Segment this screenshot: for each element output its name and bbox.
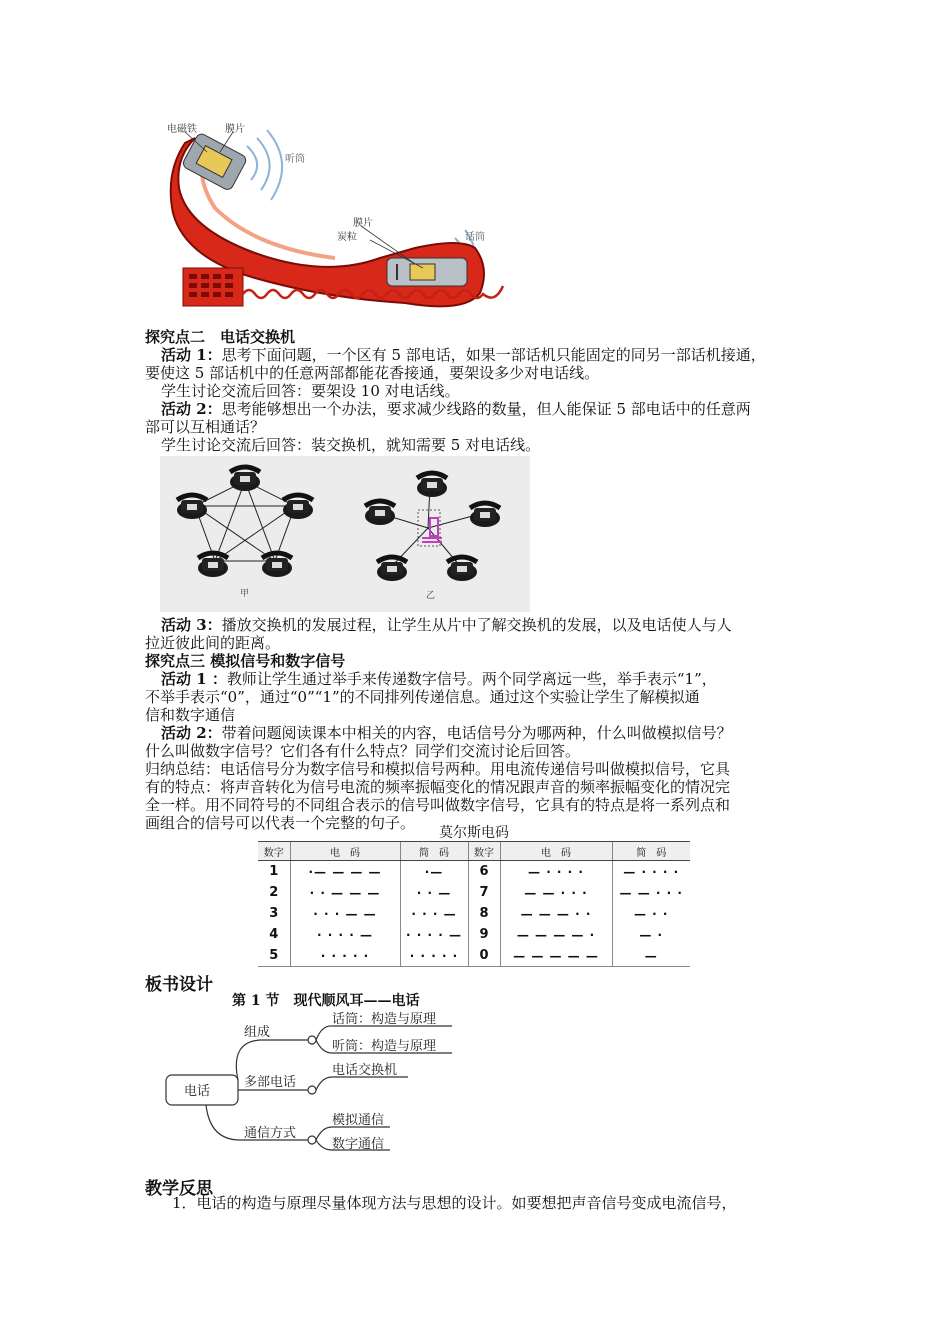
morse-digit: 2: [269, 885, 279, 900]
label-mouthpiece: 话筒: [465, 232, 485, 243]
morse-short: · · · · ·: [400, 945, 468, 967]
morse-digit: 1: [269, 864, 279, 879]
mind-branch-comm: 通信方式: [244, 1126, 297, 1141]
s3-activity1-label: 活动 1 ：: [161, 670, 227, 688]
morse-code: · · · · ·: [290, 945, 400, 967]
s3-activity1-line3: 信和数字通信: [145, 706, 236, 724]
s3-summary-line4: 画组合的信号可以代表一个完整的句子。: [145, 814, 416, 832]
morse-short: — · · · ·: [612, 861, 690, 883]
mouthpiece-cutaway: [387, 258, 467, 286]
s2-activity3-line2: 拉近彼此间的距离。: [145, 634, 281, 652]
morse-table: [258, 841, 690, 967]
fig-label-a: 甲: [240, 589, 250, 599]
label-diaphragm-ear: 膜片: [225, 124, 245, 135]
table-row: [258, 924, 690, 945]
morse-title: 莫尔斯电码: [439, 825, 509, 841]
telephone-base: [183, 268, 243, 306]
telephone-handset-diagram: [165, 118, 505, 333]
reflection-item-1: 1．电话的构造与原理尽量体现方法与思想的设计。如要想把声音信号变成电流信号，: [172, 1194, 737, 1212]
morse-code: — — — — —: [500, 945, 612, 967]
morse-digit: 6: [468, 861, 500, 883]
mind-branch-multiphone: 多部电话: [244, 1075, 297, 1090]
morse-header: 电 码: [290, 842, 400, 861]
morse-short: — ·: [612, 924, 690, 945]
mind-item: 电话交换机: [332, 1063, 398, 1078]
morse-digit: 8: [468, 903, 500, 924]
label-diaphragm-mouth: 膜片: [353, 218, 373, 229]
mind-map: [160, 1010, 480, 1160]
morse-digit: 7: [468, 882, 500, 903]
morse-short: · · —: [400, 882, 468, 903]
table-row: [258, 882, 690, 903]
s3-activity1-line2: 不举手表示“0”，通过“0”“1”的不同排列传递信息。通过这个实验让学生了解模拟通: [145, 688, 700, 706]
morse-short: · · · —: [400, 903, 468, 924]
mind-item: 模拟通信: [332, 1113, 385, 1128]
morse-digit: 9: [468, 924, 500, 945]
s2-activity2-line2: 部可以互相通话？: [145, 418, 266, 436]
s2-activity1-line2: 要使这 5 部话机中的任意两部都能花香接通，要架设多少对电话线。: [145, 364, 600, 382]
morse-header: 数字: [468, 842, 500, 861]
s3-activity2-line2: 什么叫做数字信号？它们各有什么特点？同学们交流讨论后回答。: [145, 742, 581, 760]
morse-digit: 0: [468, 945, 500, 967]
mind-branch-composition: 组成: [244, 1025, 271, 1040]
table-row: [258, 945, 690, 967]
s2-activity3-label: 活动 3：: [161, 616, 222, 634]
s3-activity2-line1: 活动 2：带着问题阅读课本中相关的内容，电话信号分为哪两种，什么叫做模拟信号？: [161, 724, 732, 742]
morse-code: · · · — —: [290, 903, 400, 924]
morse-code: ·— — — —: [290, 861, 400, 883]
morse-header: 数字: [258, 842, 290, 861]
table-row: [258, 861, 690, 883]
fig-label-b: 乙: [426, 591, 436, 601]
s2-answer2: 学生讨论交流后回答：装交换机，就知需要 5 对电话线。: [161, 436, 541, 454]
section2-title: 探究点二 电话交换机: [145, 328, 296, 346]
morse-header: 简 码: [612, 842, 690, 861]
s2-activity1-line1: 活动 1：思考下面问题，一个区有 5 部电话，如果一部话机只能固定的同另一部话机接通，: [161, 346, 766, 364]
morse-short: — · ·: [612, 903, 690, 924]
reflection-title: 教学反思: [145, 1179, 213, 1199]
s2-activity1-label: 活动 1：: [161, 346, 222, 364]
morse-code: — — — — ·: [500, 924, 612, 945]
board-title: 板书设计: [145, 975, 213, 995]
exchange-network-figure: [160, 456, 530, 612]
label-earpiece: 听筒: [285, 154, 305, 165]
s2-activity2-line1: 活动 2：思考能够想出一个办法，要求减少线路的数量，但人能保证 5 部电话中的任意两: [161, 400, 751, 418]
morse-header-row: [258, 842, 690, 861]
morse-header: 电 码: [500, 842, 612, 861]
s3-activity1-line1: 活动 1 ：教师让学生通过举手来传递数字信号。两个同学离远一些，举手表示“1”，: [161, 670, 717, 688]
morse-code: · · — — —: [290, 882, 400, 903]
morse-digit: 5: [258, 945, 290, 967]
s3-summary-line3: 全一样。用不同符号的不同组合表示的信号叫做数字信号，它具有的特点是将一系列点和: [145, 796, 731, 814]
s3-summary-line1: 归纳总结：电话信号分为数字信号和模拟信号两种。用电流传递信号叫做模拟信号，它具: [145, 760, 731, 778]
morse-digit: 4: [269, 927, 279, 942]
morse-header: 简 码: [400, 842, 468, 861]
morse-code: — — · · ·: [500, 882, 612, 903]
board-subtitle: 第 1 节 现代顺风耳——电话: [232, 993, 420, 1009]
s3-summary-line2: 有的特点：将声音转化为信号电流的频率振幅变化的情况跟声音的频率振幅变化的情况完: [145, 778, 731, 796]
table-row: [258, 903, 690, 924]
label-electromagnet: 电磁铁: [167, 124, 197, 135]
section3-title: 探究点三 模拟信号和数字信号: [145, 652, 346, 670]
mind-center: 电话: [184, 1084, 211, 1099]
morse-short: — — · · ·: [612, 882, 690, 903]
morse-short: · · · · —: [400, 924, 468, 945]
mind-item: 听筒：构造与原理: [332, 1039, 437, 1054]
morse-code: — · · · ·: [500, 861, 612, 883]
s3-activity2-label: 活动 2：: [161, 724, 222, 742]
morse-code: · · · · —: [290, 924, 400, 945]
s2-activity3-line1: 活动 3：播放交换机的发展过程，让学生从片中了解交换机的发展，以及电话使人与人: [161, 616, 732, 634]
morse-short: —: [612, 945, 690, 967]
mind-item: 数字通信: [332, 1137, 385, 1152]
s2-answer1: 学生讨论交流后回答：要架设 10 对电话线。: [161, 382, 460, 400]
morse-digit: 3: [269, 906, 279, 921]
morse-short: ·—: [400, 861, 468, 883]
s2-activity2-label: 活动 2：: [161, 400, 222, 418]
morse-code: — — — · ·: [500, 903, 612, 924]
mind-item: 话筒：构造与原理: [332, 1012, 437, 1027]
label-carbon-granules: 炭粒: [337, 232, 357, 243]
